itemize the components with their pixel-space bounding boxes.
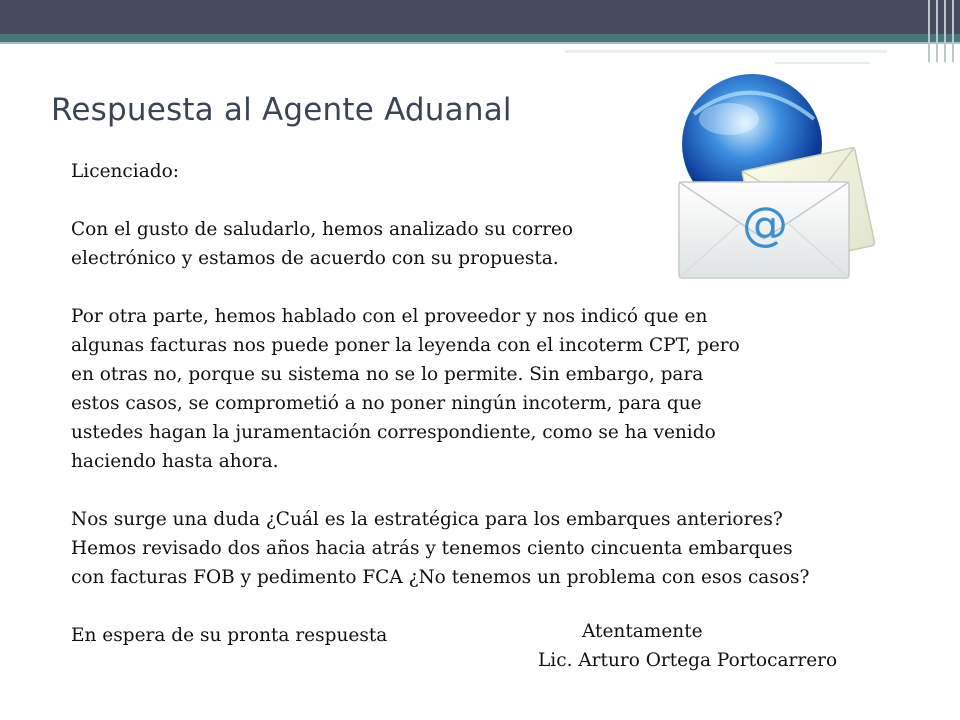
paragraph-2-line: Por otra parte, hemos hablado con el proveedor y nos indicó que en (71, 306, 708, 327)
sign-off: Atentamente (582, 621, 703, 642)
paragraph-2-line: ustedes hagan la juramentación correspondiente, como se ha venido (71, 422, 716, 443)
header-bar (0, 0, 960, 34)
paragraph-1-line: Con el gusto de saludarlo, hemos analizado su correo (71, 219, 574, 240)
greeting: Licenciado: (71, 161, 179, 182)
paragraph-1-line: electrónico y estamos de acuerdo con su propuesta. (71, 248, 559, 269)
paragraph-3-line: Nos surge una duda ¿Cuál es la estratégica para los embarques anteriores? (71, 509, 783, 530)
header-edge-lines (920, 0, 960, 62)
deco-line (775, 62, 870, 64)
slide-title: Respuesta al Agente Aduanal (51, 92, 512, 128)
signature-name: Lic. Arturo Ortega Portocarrero (538, 650, 838, 671)
deco-line (565, 50, 887, 53)
paragraph-3-line: Hemos revisado dos años hacia atrás y tenemos ciento cincuenta embarques (71, 538, 793, 559)
letter-body (71, 157, 809, 650)
paragraph-2-line: algunas facturas nos puede poner la leyenda con el incoterm CPT, pero (71, 335, 740, 356)
paragraph-2-line: haciendo hasta ahora. (71, 451, 279, 472)
paragraph-3-line: con facturas FOB y pedimento FCA ¿No tenemos un problema con esos casos? (71, 567, 810, 588)
paragraph-2-line: en otras no, porque su sistema no se lo permite. Sin embargo, para (71, 364, 704, 385)
header-light-line (0, 42, 960, 44)
paragraph-2-line: estos casos, se comprometió a no poner ningún incoterm, para que (71, 393, 702, 414)
at-symbol: @ (742, 197, 788, 251)
header-accent-stripe (0, 34, 960, 42)
closing-line: En espera de su pronta respuesta (71, 625, 388, 646)
